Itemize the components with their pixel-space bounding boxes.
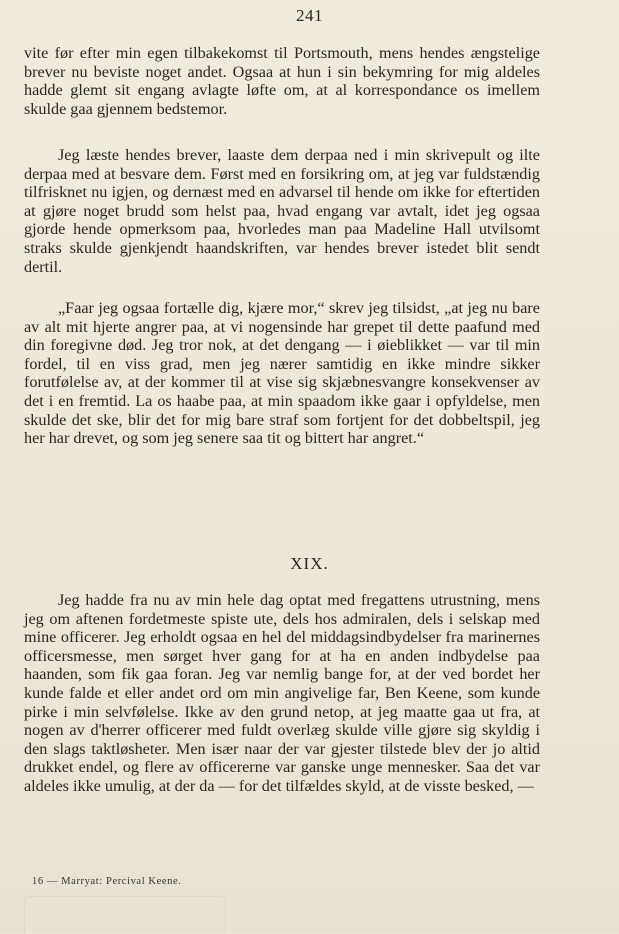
paragraph-text: „Faar jeg ogsaa fortælle dig, kjære mor,“ skrev jeg tilsidst, „at jeg nu bare av alt mit hjerte angrer paa, at vi nogensinde har grepet til dette paafund med din foregivne død. Jeg tror nok, at det dengang — i øieblikket — var til min fordel, til en viss grad, men jeg nærer samtidig en ikke mindre sikker forutfølelse av, at der kommer til at vise sig skjæbnesvangre konsekvenser av det i en fremtid. La os haabe paa, at min spaadom ikke gaar i opfyldelse, men skulde det ske, blir det for mig bare straf som fortjent for det dobbeltspil, jeg her har drevet, og som jeg senere saa tit og bittert har angret.“ bbox=[24, 299, 540, 448]
paragraph-chapter-start bbox=[24, 591, 540, 796]
paragraph-quote bbox=[24, 299, 540, 448]
paragraph-letters bbox=[24, 146, 540, 276]
paragraph-text: Jeg hadde fra nu av min hele dag optat med fregattens utrustning, mens jeg om aftenen fordetmeste spiste ute, dels hos admiralen, dels i selskap med mine officerer. Jeg erholdt ogsaa en hel del middagsindbydelser fra marinernes officersmesse, men sørget hver gang for at ha en anden indbydelse paa haanden, som fik gaa foran. Jeg var nemlig bange for, at der ved bordet her kunde falde et eller andet ord om min angivelige far, Ben Keene, som kunde pirke i min selvfølelse. Ikke av den grund netop, at jeg maatte gaa ut fra, at nogen av d'herrer officerer med fuldt overlæg skulde ville gjøre sig skyldig i den slags taktløsheter. Men især naar der var gjester tilstede blev der jo altid drukket endel, og flere av officererne var ganske unge mennesker. Saa det var aldeles ikke umulig, at der da — for det tilfældes skyld, at de visste besked, — bbox=[24, 591, 540, 795]
paragraph-text: Jeg læste hendes brever, laaste dem derpaa ned i min skrivepult og ilte derpaa med at besvare dem. Først med en forsikring om, at jeg var fuldstændig tilfrisknet nu igjen, og dernæst med en advarsel til hende om ikke for eftertiden at gjøre noget brudd som helst paa, hvad engang var avtalt, idet jeg ogsaa gjorde hende opmerksom paa, hvorledes man paa Madeline Hall utvilsomt straks skulde gjenkjendt haandskriften, var hendes brever istedet blit sendt dertil. bbox=[24, 146, 540, 276]
paragraph-continuation bbox=[24, 44, 540, 118]
chapter-heading: XIX. bbox=[290, 554, 329, 573]
printer-signature: 16 — Marryat: Percival Keene. bbox=[32, 876, 182, 887]
paragraph-text: vite før efter min egen tilbakekomst til Portsmouth, mens hendes ængstelige brever nu beviste noget andet. Ogsaa at hun i sin bekymring for mig aldeles hadde glemt sit engang avlagte løfte om, at al korrespondance os imellem skulde gaa gjennem bedstemor. bbox=[24, 44, 540, 118]
next-page-edge bbox=[24, 896, 226, 934]
page-number: 241 bbox=[296, 6, 323, 25]
